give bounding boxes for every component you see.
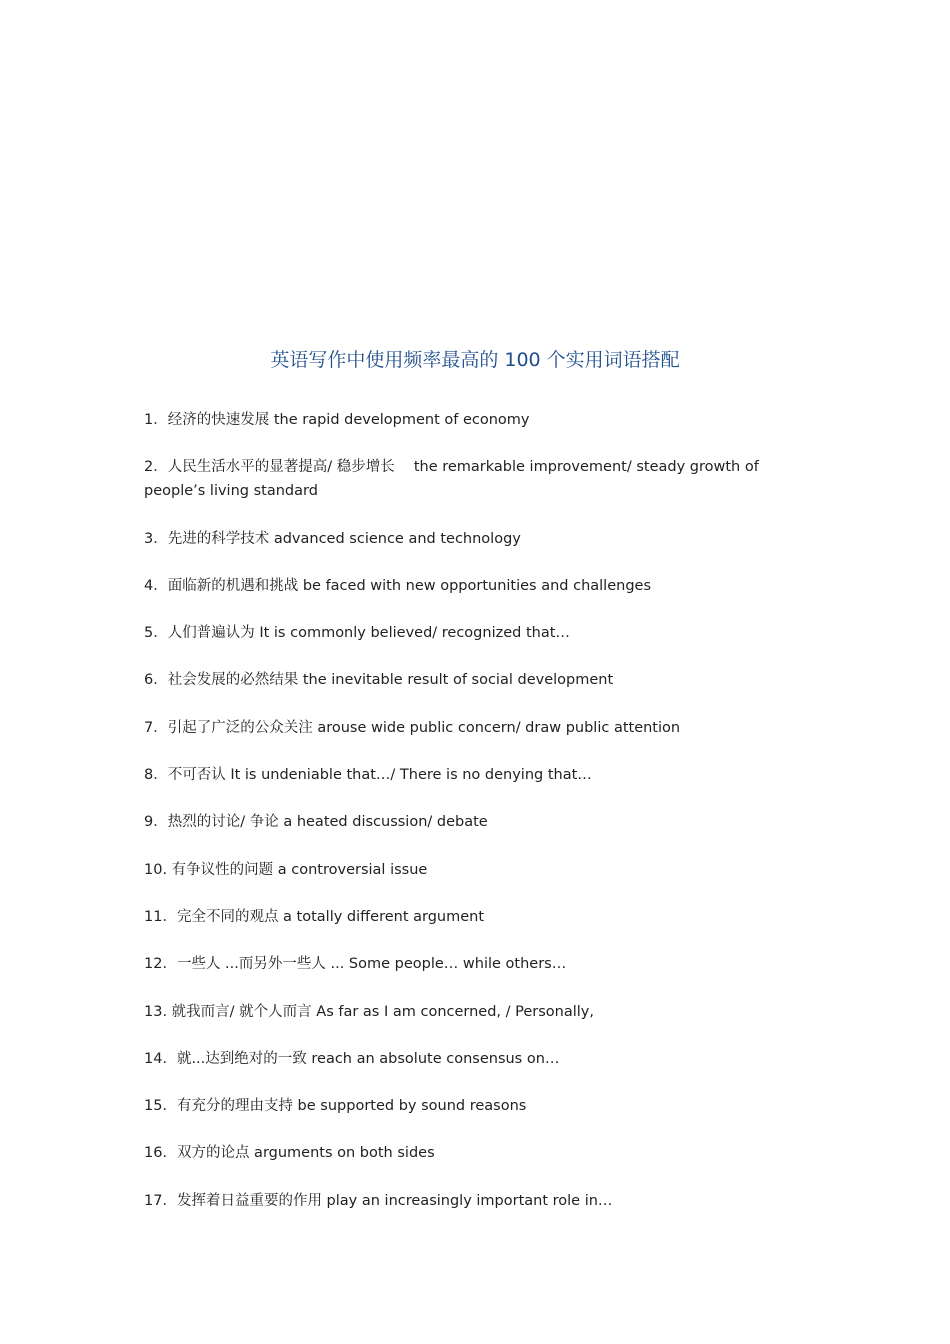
list-item: 7．引起了广泛的公众关注 arouse wide public concern/ draw public attention [144,719,681,736]
list-item: 16．双方的论点 arguments on both sides [144,1145,435,1162]
list-item: 12．一些人 ...而另外一些人 ... Some people… while others… [144,956,567,973]
list-item: 10. 有争议性的问题 a controversial issue [144,861,428,878]
list-item: 11．完全不同的观点 a totally different argument [144,908,485,925]
list-item: 2．人民生活水平的显著提高/ 稳步增长 the remarkable improvement/ steady growth of people’s living standard [144,459,759,500]
document-title: 英语写作中使用频率最高的 100 个实用词语搭配 [270,349,680,371]
list-item: 4．面临新的机遇和挑战 be faced with new opportunities and challenges [144,577,652,594]
list-item: 6．社会发展的必然结果 the inevitable result of social development [144,672,614,689]
phrase-list [144,408,784,1236]
list-item: 1．经济的快速发展 the rapid development of economy [144,412,530,428]
list-item: 3．先进的科学技术 advanced science and technology [144,530,521,547]
list-item: 17．发挥着日益重要的作用 play an increasingly important role in… [144,1192,613,1209]
list-item: 15．有充分的理由支持 be supported by sound reasons [144,1098,527,1115]
list-item: 14．就...达到绝对的一致 reach an absolute consensus on… [144,1050,560,1067]
list-item: 5．人们普遍认为 It is commonly believed/ recognized that… [144,625,570,642]
list-item: 13. 就我而言/ 就个人而言 As far as I am concerned, / Personally, [144,1003,594,1020]
list-item: 8．不可否认 It is undeniable that…/ There is no denying that… [144,767,592,784]
list-item: 9．热烈的讨论/ 争论 a heated discussion/ debate [144,814,488,831]
